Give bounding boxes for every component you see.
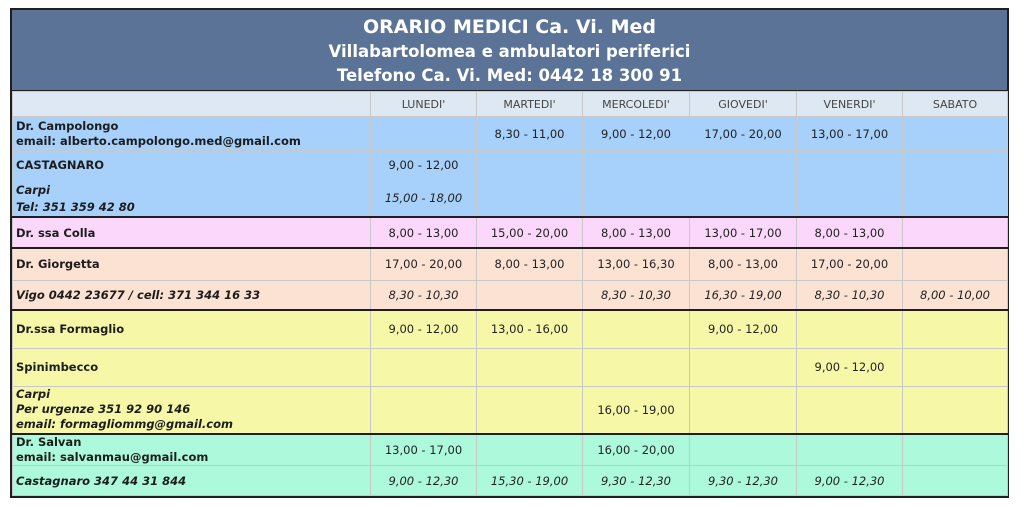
time-cell [903,386,1008,434]
time-cell: 8,30 - 10,30 [797,280,903,310]
time-cell [583,151,690,218]
doctor-name: Dr. Campolongo [16,118,119,133]
time-cell: 8,00 - 13,00 [797,217,903,248]
location-name: Castagnaro 347 44 31 844 [13,466,371,496]
time-cell: 17,00 - 20,00 [371,248,477,280]
location-city: Carpi [16,183,51,197]
time-cell [477,280,583,310]
doctor-name: Dr. Giorgetta [13,248,371,280]
time-cell [477,151,583,218]
time-cell [903,310,1008,348]
location-name: Spinimbecco [13,348,371,386]
schedule-sheet [10,8,1009,498]
time-cell [903,151,1008,218]
day-header-friday: VENERDI' [797,92,903,117]
time-cell [477,434,583,466]
header-blank-cell [13,92,371,117]
time-cell [903,434,1008,466]
time-cell: 17,00 - 20,00 [690,117,797,151]
time-cell: 8,00 - 13,00 [583,217,690,248]
doctor-name: Dr.ssa Formaglio [13,310,371,348]
doctor-row-giorgetta [13,248,1008,280]
day-header-tuesday: MARTEDI' [477,92,583,117]
time-cell [797,434,903,466]
day-header-thursday: GIOVEDI' [690,92,797,117]
time-cell [797,386,903,434]
location-name: Vigo 0442 23677 / cell: 371 344 16 33 [13,280,371,310]
time-cell: 8,30 - 10,30 [371,280,477,310]
location-cell [13,386,371,434]
time-cell [903,466,1008,496]
time-cell: 16,00 - 20,00 [583,434,690,466]
doctor-row-formaglio [13,310,1008,348]
time-cell: 8,00 - 13,00 [371,217,477,248]
time-cell: 16,30 - 19,00 [690,280,797,310]
doctor-name-cell [13,434,371,466]
day-header-row [13,92,1008,117]
time-cell: 9,30 - 12,30 [583,466,690,496]
day-header-saturday: SABATO [903,92,1008,117]
title-banner [12,10,1007,91]
time-cell [371,117,477,151]
time-cell [477,348,583,386]
time-cell [583,348,690,386]
time-cell: 13,00 - 16,30 [583,248,690,280]
location-name: CASTAGNARO [16,158,105,172]
time-cell [690,386,797,434]
time-cell: 9,00 - 12,00 [690,310,797,348]
time-cell: 9,00 - 12,00 [583,117,690,151]
time-cell: 17,00 - 20,00 [797,248,903,280]
time-cell: 8,00 - 10,00 [903,280,1008,310]
time-cell: 16,00 - 19,00 [583,386,690,434]
doctor-name: Dr. ssa Colla [13,217,371,248]
location-name: Carpi [16,387,51,402]
schedule-table [12,91,1008,496]
time-cell: 9,00 - 12,30 [371,466,477,496]
time-cell: 8,30 - 11,00 [477,117,583,151]
time-cell: 13,00 - 17,00 [371,434,477,466]
doctor-row-colla [13,217,1008,248]
time-cell [797,310,903,348]
location-row-castagnaro [13,151,1008,218]
time-cell [371,386,477,434]
time-cell [371,151,477,218]
time-cell: 13,00 - 17,00 [690,217,797,248]
location-cell [13,151,371,218]
day-header-monday: LUNEDI' [371,92,477,117]
time-cell: 13,00 - 16,00 [477,310,583,348]
doctor-row-salvan [13,434,1008,466]
time-cell: 8,00 - 13,00 [690,248,797,280]
time-cell: 15,00 - 20,00 [477,217,583,248]
doctor-row-campolongo [13,117,1008,151]
page-subtitle: Villabartolomea e ambulatori periferici [328,42,691,61]
doctor-email: email: formagliommg@gmail.com [16,417,233,432]
time-cell [583,310,690,348]
time-cell: 8,00 - 13,00 [477,248,583,280]
time-cell [903,217,1008,248]
time-cell [371,348,477,386]
time-cell [477,386,583,434]
urgent-phone: Per urgenze 351 92 90 146 [16,402,191,417]
time-cell: 9,30 - 12,30 [690,466,797,496]
day-header-wednesday: MERCOLEDI' [583,92,690,117]
location-row-vigo [13,280,1008,310]
doctor-email: email: salvanmau@gmail.com [16,450,209,464]
time-value: 9,00 - 12,00 [388,158,459,172]
page-title: ORARIO MEDICI Ca. Vi. Med [362,16,656,38]
doctor-name-cell [13,117,371,151]
doctor-name: Dr. Salvan [16,435,82,449]
time-cell [903,348,1008,386]
time-cell [690,434,797,466]
location-row-spinimbecco [13,348,1008,386]
time-cell [903,248,1008,280]
doctor-email: email: alberto.campolongo.med@gmail.com [16,133,301,148]
time-cell: 9,00 - 12,00 [797,348,903,386]
time-cell [690,151,797,218]
time-cell: 9,00 - 12,00 [371,310,477,348]
phone-line: Telefono Ca. Vi. Med: 0442 18 300 91 [336,66,683,85]
time-cell: 15,30 - 19,00 [477,466,583,496]
location-row-carpi [13,386,1008,434]
location-phone: Tel: 351 359 42 80 [16,200,135,214]
time-value: 15,00 - 18,00 [384,191,463,205]
time-cell [797,151,903,218]
time-cell: 9,00 - 12,30 [797,466,903,496]
time-cell: 8,30 - 10,30 [583,280,690,310]
time-cell [690,348,797,386]
location-row-castagnaro-2 [13,466,1008,496]
time-cell: 13,00 - 17,00 [797,117,903,151]
time-cell [903,117,1008,151]
